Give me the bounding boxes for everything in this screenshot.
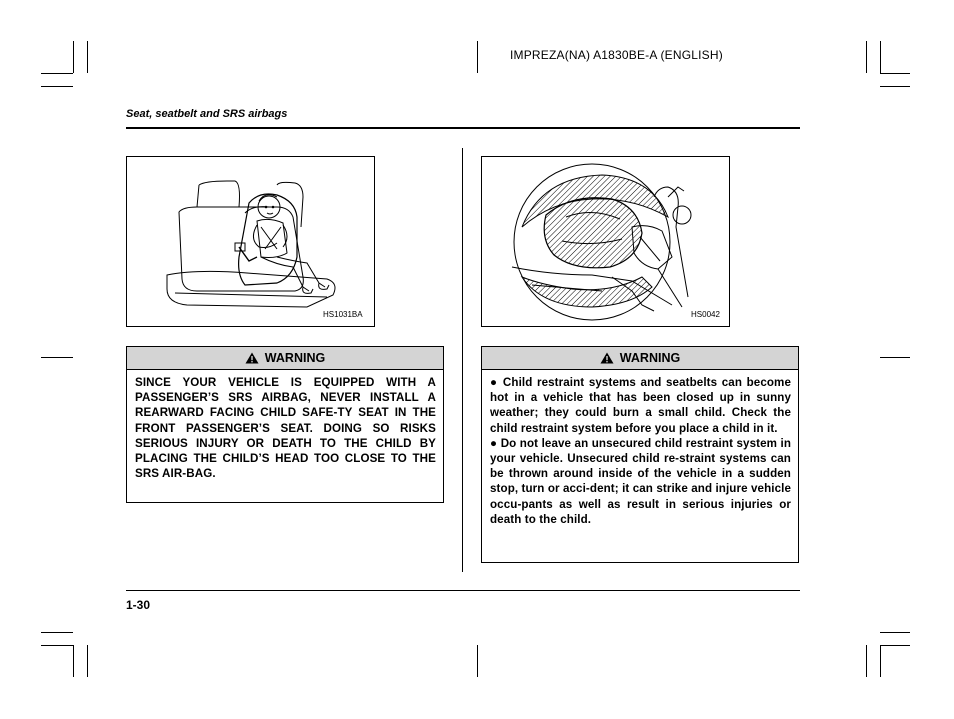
warning-text	[482, 370, 798, 533]
figure-code: HS1031BA	[323, 310, 363, 319]
warning-bullet: ● Do not leave an unsecured child restraint system in your vehicle. Unsecured child re-straint systems can be thrown around inside of the vehicle in a sudden stop, turn or acci-dent; it can strike and injure vehicle occu-pants as well as result in serious injuries or death to the child.	[490, 436, 791, 526]
warning-header	[127, 347, 443, 370]
warning-box	[126, 346, 444, 503]
page-number: 1-30	[126, 598, 151, 612]
figure-child-seat	[126, 156, 375, 327]
footer-rule	[126, 590, 800, 591]
warning-heading: WARNING	[264, 351, 326, 365]
warning-bullet: ● Child restraint systems and seatbelts can become hot in a vehicle that has been closed up in sunny weather; they could burn a small child. Check the child restraint system before you place a child in it.	[490, 376, 791, 435]
section-title: Seat, seatbelt and SRS airbags	[126, 108, 288, 120]
header-rule	[126, 127, 800, 129]
figure-airbag	[481, 156, 730, 327]
figure-code: HS0042	[691, 310, 720, 319]
column-divider	[462, 148, 463, 572]
warning-triangle-icon	[245, 352, 259, 364]
warning-text	[127, 370, 443, 487]
child-in-car-seat-illustration	[127, 157, 374, 326]
warning-box	[481, 346, 799, 563]
warning-triangle-icon	[600, 352, 614, 364]
warning-paragraph: SINCE YOUR VEHICLE IS EQUIPPED WITH A PASSENGER’S SRS AIRBAG, NEVER INSTALL A REARWARD FACING CHILD SAFE-TY SEAT IN THE FRONT PASSENGER’S SEAT. DOING SO RISKS SERIOUS INJURY OR DEATH TO THE CHILD BY PLACING THE CHILD’S HEAD TOO CLOSE TO THE SRS AIR-BAG.	[135, 376, 436, 481]
warning-heading: WARNING	[619, 351, 681, 365]
warning-header	[482, 347, 798, 370]
airbag-deployment-illustration	[482, 157, 729, 326]
document-id: IMPREZA(NA) A1830BE-A (ENGLISH)	[510, 48, 723, 62]
